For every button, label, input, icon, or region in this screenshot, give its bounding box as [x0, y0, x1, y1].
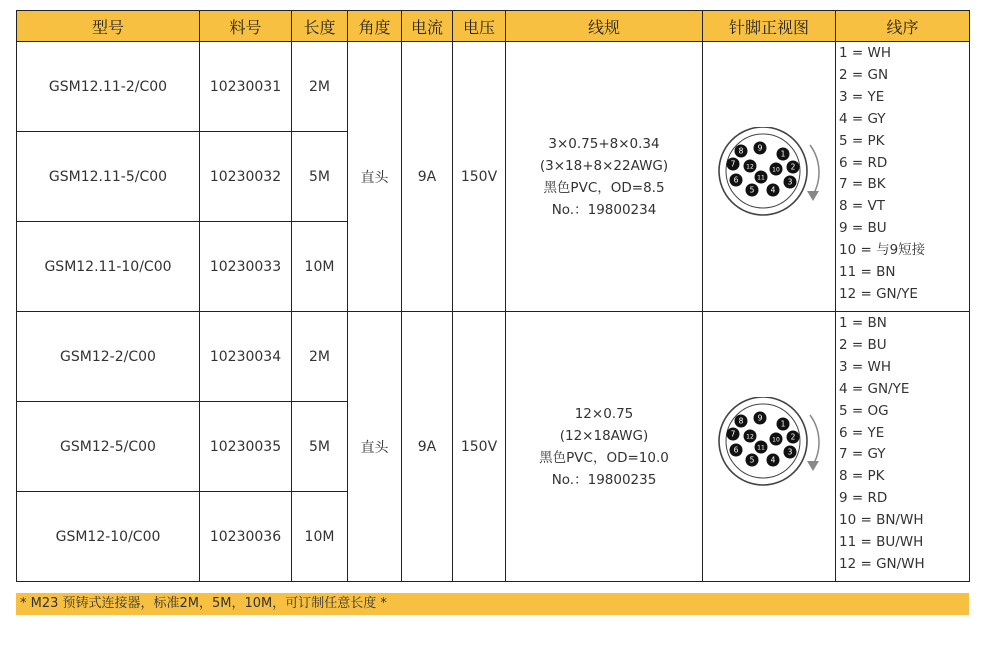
pin-view-cell	[703, 312, 836, 582]
pin-label: 12	[746, 433, 754, 440]
part-number-cell: 10230033	[200, 222, 292, 312]
wiring-line: 9 = BU	[839, 220, 887, 237]
pin-label: 7	[730, 159, 736, 168]
wiring-line: 12 = GN/WH	[839, 555, 925, 572]
wiring-line: 3 = YE	[839, 88, 885, 105]
pin-label: 8	[738, 146, 744, 155]
part-number-cell: 10230032	[200, 132, 292, 222]
header-pin-view: 针脚正视图	[703, 11, 836, 42]
wire-spec-line: (12×18AWG)	[559, 427, 649, 444]
wire-spec-line: No.：19800234	[551, 201, 657, 218]
wiring-line: 2 = GN	[839, 66, 889, 83]
wiring-line: 5 = PK	[839, 132, 885, 149]
length-cell: 5M	[292, 402, 348, 492]
wire-spec-line: 黑色PVC，OD=10.0	[539, 449, 669, 466]
wiring-line: 12 = GN/YE	[839, 285, 918, 302]
header-angle: 角度	[348, 11, 402, 42]
rotation-arrow-icon	[810, 415, 819, 465]
pin-label: 9	[757, 413, 763, 422]
pin-label: 3	[787, 177, 793, 186]
pin-label: 4	[770, 455, 776, 464]
length-cell: 10M	[292, 222, 348, 312]
voltage-cell: 150V	[453, 42, 506, 312]
angle-cell: 直头	[348, 312, 402, 582]
pin-label: 8	[738, 416, 744, 425]
wire-gauge-cell	[506, 312, 703, 582]
wiring-line: 7 = BK	[839, 176, 886, 193]
arrow-head-icon	[807, 461, 819, 471]
pin-label: 6	[733, 175, 739, 184]
wire-spec-line: 12×0.75	[574, 405, 634, 422]
table-row	[17, 312, 970, 402]
pin-label: 11	[757, 174, 765, 181]
wiring-sequence-cell	[836, 312, 970, 582]
pin-label: 1	[780, 149, 786, 158]
pin-label: 2	[790, 432, 796, 441]
length-cell: 2M	[292, 42, 348, 132]
wiring-line: 8 = PK	[839, 468, 885, 485]
pin-label: 6	[733, 445, 739, 454]
wire-gauge-cell	[506, 42, 703, 312]
wiring-line: 6 = YE	[839, 424, 885, 441]
table-row	[17, 42, 970, 132]
wire-spec-line: 黑色PVC，OD=8.5	[543, 179, 665, 196]
wire-spec-line: 3×0.75+8×0.34	[548, 135, 660, 152]
wiring-line: 9 = RD	[839, 490, 888, 507]
wiring-line: 7 = GY	[839, 446, 886, 463]
wiring-line: 10 = 与9短接	[839, 242, 926, 259]
header-wire-gauge: 线规	[506, 11, 703, 42]
wire-spec-line: (3×18+8×22AWG)	[539, 157, 669, 174]
wiring-line: 11 = BU/WH	[839, 534, 924, 551]
pin-label: 1	[780, 419, 786, 428]
wiring-line: 1 = BN	[839, 315, 887, 331]
pin-label: 12	[746, 163, 754, 170]
pin-label: 9	[757, 143, 763, 152]
wiring-line: 6 = RD	[839, 154, 888, 171]
current-cell: 9A	[402, 312, 453, 582]
wiring-line: 4 = GN/YE	[839, 380, 910, 397]
spec-table	[16, 10, 970, 582]
length-cell: 5M	[292, 132, 348, 222]
pin-label: 10	[772, 436, 780, 443]
wiring-line: 4 = GY	[839, 110, 886, 127]
wiring-line: 3 = WH	[839, 358, 891, 375]
model-cell: GSM12-10/C00	[17, 492, 200, 582]
part-number-cell: 10230036	[200, 492, 292, 582]
pin-label: 7	[730, 429, 736, 438]
header-voltage: 电压	[453, 11, 506, 42]
pin-label: 2	[790, 162, 796, 171]
wiring-line: 8 = VT	[839, 198, 885, 215]
model-cell: GSM12.11-5/C00	[17, 132, 200, 222]
wiring-line: 1 = WH	[839, 45, 891, 61]
model-cell: GSM12-2/C00	[17, 312, 200, 402]
length-cell: 2M	[292, 312, 348, 402]
header-wiring-sequence: 线序	[836, 11, 970, 42]
pin-label: 5	[749, 455, 755, 464]
current-cell: 9A	[402, 42, 453, 312]
angle-cell: 直头	[348, 42, 402, 312]
wiring-line: 11 = BN	[839, 264, 896, 281]
model-cell: GSM12.11-10/C00	[17, 222, 200, 312]
connector-pin-diagram	[709, 127, 829, 227]
connector-pin-diagram	[709, 397, 829, 497]
pin-label: 3	[787, 447, 793, 456]
model-cell: GSM12.11-2/C00	[17, 42, 200, 132]
voltage-cell: 150V	[453, 312, 506, 582]
wiring-line: 10 = BN/WH	[839, 512, 924, 529]
wiring-sequence-cell	[836, 42, 970, 312]
part-number-cell: 10230034	[200, 312, 292, 402]
wiring-line: 2 = BU	[839, 336, 887, 353]
header-part-number: 料号	[200, 11, 292, 42]
arrow-head-icon	[807, 191, 819, 201]
pin-view-cell	[703, 42, 836, 312]
pin-label: 5	[749, 185, 755, 194]
pin-label: 10	[772, 166, 780, 173]
wire-spec-line: No.：19800235	[551, 471, 657, 488]
pin-label: 4	[770, 185, 776, 194]
rotation-arrow-icon	[810, 145, 819, 195]
wiring-line: 5 = OG	[839, 402, 889, 419]
model-cell: GSM12-5/C00	[17, 402, 200, 492]
part-number-cell: 10230031	[200, 42, 292, 132]
header-length: 长度	[292, 11, 348, 42]
header-current: 电流	[402, 11, 453, 42]
header-model: 型号	[17, 11, 200, 42]
pin-label: 11	[757, 444, 765, 451]
part-number-cell: 10230035	[200, 402, 292, 492]
length-cell: 10M	[292, 492, 348, 582]
footnote: * M23 预铸式连接器，标准2M，5M，10M，可订制任意长度 *	[16, 593, 969, 615]
header-row	[17, 11, 970, 42]
